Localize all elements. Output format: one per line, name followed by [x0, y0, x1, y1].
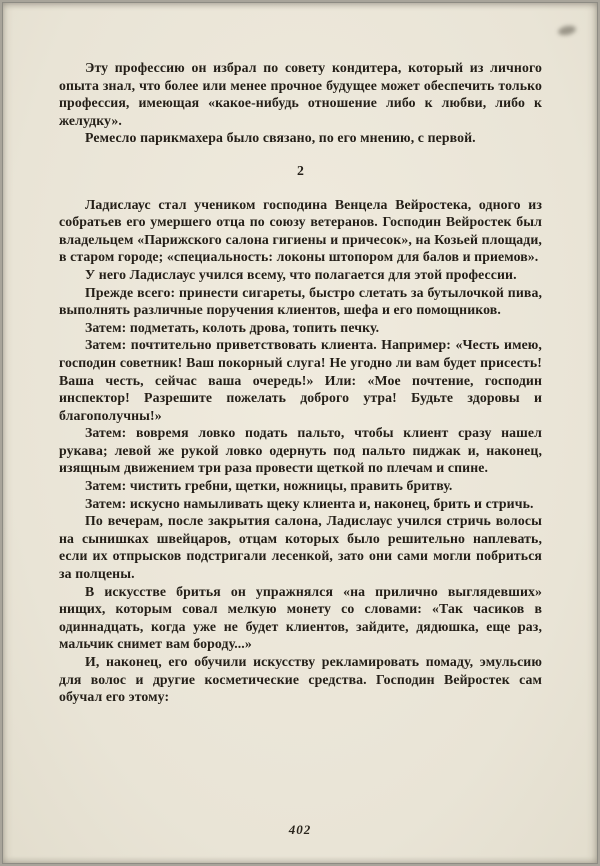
- scan-smudge-artifact: [557, 24, 576, 37]
- book-page: [2, 2, 598, 864]
- paragraph: И, наконец, его обучили искусству рекламировать помаду, эмульсию для волос и другие косметические средства. Господин Вейростек сам обучал его этому:: [59, 654, 542, 705]
- paragraph: Затем: подметать, колоть дрова, топить печку.: [85, 319, 380, 335]
- paragraph: Затем: чистить гребни, щетки, ножницы, править бритву.: [85, 478, 453, 494]
- paragraph: Ремесло парикмахера было связано, по его мнению, с первой.: [85, 130, 476, 146]
- chapter-number: 2: [297, 162, 304, 178]
- page-number: 402: [288, 822, 312, 837]
- paragraph: Затем: вовремя ловко подать пальто, чтобы клиент сразу нашел рукава; левой же рукой ловко одернуть под пальто пиджак и, наконец, изящным движением три раза провести щеткой по плечам и спине.: [59, 425, 542, 476]
- paragraph: Прежде всего: принести сигареты, быстро слетать за бутылочкой пива, выполнять различные поручения клиентов, шефа и его помощников.: [59, 284, 542, 318]
- paragraph: Ладислаус стал учеником господина Венцела Вейростека, одного из собратьев его умершего отца по союзу ветеранов. Господин Вейростек был владельцем «Парижского салона гигиены и причесок», на Козьей площади, в старом городе; «специальность: локоны штопором для балов и приемов».: [59, 196, 542, 265]
- paragraph: Затем: почтительно приветствовать клиента. Например: «Честь имею, господин советник! Ваш покорный слуга! Не угодно ли вам будет присесть! Ваша честь, сейчас ваша очередь!» Или: «Мое почтение, господин инспектор! Разрешите пожелать доброго утра! Будьте здоровы и благополучны!»: [59, 337, 542, 423]
- paragraph: У него Ладислаус учился всему, что полагается для этой профессии.: [85, 266, 517, 282]
- paragraph: Эту профессию он избрал по совету кондитера, который из личного опыта знал, что более или менее прочное будущее может обеспечить только профессия, имеющая «какое-нибудь отношение либо к любви, либо к желудку».: [59, 60, 542, 128]
- paragraph: По вечерам, после закрытия салона, Ладислаус учился стричь волосы на сынишках швейцаров, отцам которых было решительно наплевать, если их отпрысков подстригали лесенкой, зато они сами могли побриться за полцены.: [59, 513, 542, 582]
- paragraph: Затем: искусно намыливать щеку клиента и, наконец, брить и стричь.: [85, 495, 534, 511]
- paragraph: В искусстве бритья он упражнялся «на прилично выглядевших» нищих, которым совал мелкую монету со словами: «Так часиков в одиннадцать, когда уже не будет клиентов, зайдите, дядюшка, еще раз, мальчик снимет вам бороду...»: [59, 583, 542, 652]
- page-text-block: [59, 59, 542, 706]
